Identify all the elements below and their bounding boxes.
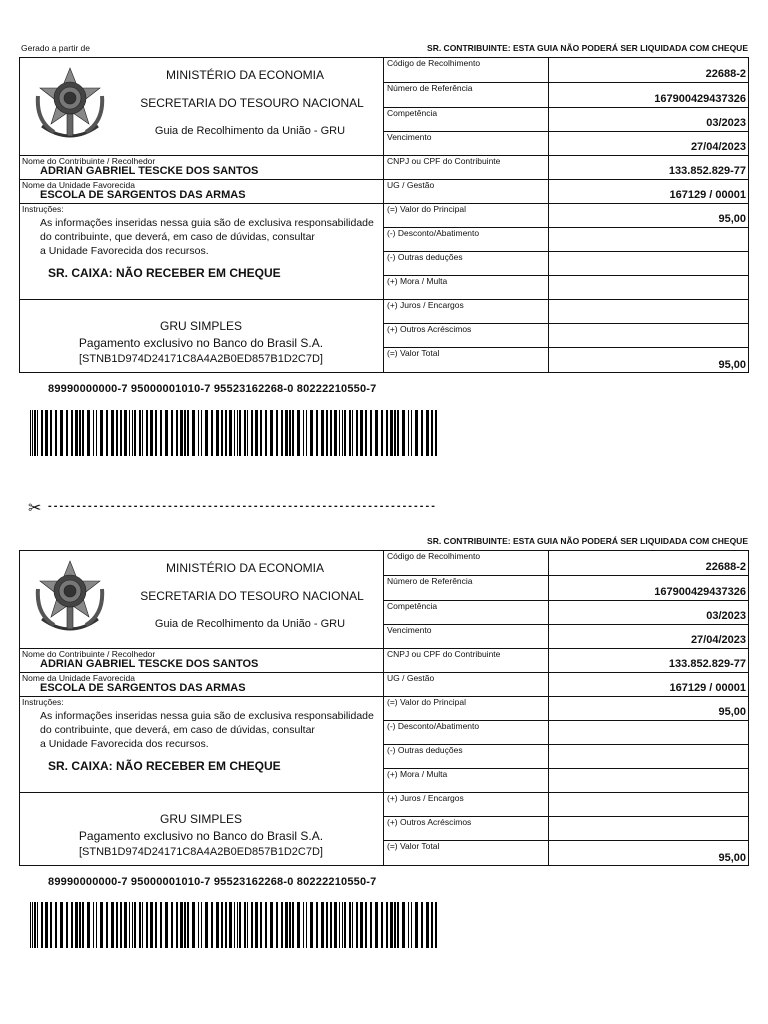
competencia-label-cell <box>383 107 548 131</box>
ug-value: 167129 / 00001 <box>669 682 746 694</box>
gru-copy-1 <box>0 0 768 440</box>
total-value: 95,00 <box>718 852 746 864</box>
codigo-label-cell <box>383 550 548 575</box>
mora-label: (+) Mora / Multa <box>387 769 448 779</box>
principal-label-cell <box>383 696 548 720</box>
gru-hash: [STNB1D974D24171C8A4A2B0ED857B1D2C7D] <box>79 846 323 858</box>
cpf-label-cell <box>383 648 548 672</box>
ministerio-title: MINISTÉRIO DA ECONOMIA <box>165 561 324 575</box>
scissors-icon: ✂ <box>28 500 42 517</box>
principal-value-cell <box>548 696 749 720</box>
vencimento-value-cell <box>548 131 749 155</box>
desconto-label-cell <box>383 227 548 251</box>
vencimento-label: Vencimento <box>387 625 432 635</box>
competencia-value: 03/2023 <box>706 610 746 622</box>
total-value-cell <box>548 840 749 866</box>
vencimento-label-cell <box>383 131 548 155</box>
linha-digitavel: 89990000000-7 95000001010-7 95523162268-0 80222210550-7 <box>48 876 377 888</box>
contribuinte-label: Nome do Contribuinte / Recolhedor <box>22 649 156 659</box>
referencia-label: Número de Referência <box>387 576 473 586</box>
cpf-value: 133.852.829-77 <box>668 658 746 670</box>
referencia-value-cell <box>548 575 749 600</box>
competencia-value: 03/2023 <box>706 117 746 129</box>
total-value-cell <box>548 347 749 373</box>
instrucoes-line3: a Unidade Favorecida dos recursos. <box>40 245 209 257</box>
referencia-value: 167900429437326 <box>654 586 746 598</box>
ug-value-cell <box>548 179 749 203</box>
acrescimos-label: (+) Outros Acréscimos <box>387 817 472 827</box>
principal-label: (=) Valor do Principal <box>387 697 466 707</box>
cpf-value-cell <box>548 648 749 672</box>
caixa-warning: SR. CAIXA: NÃO RECEBER EM CHEQUE <box>48 759 281 773</box>
outras-label-cell <box>383 251 548 275</box>
total-label: (=) Valor Total <box>387 348 440 358</box>
juros-label-cell <box>383 299 548 323</box>
desconto-label: (-) Desconto/Abatimento <box>387 721 480 731</box>
cpf-label-cell <box>383 155 548 179</box>
competencia-value-cell <box>548 107 749 131</box>
unidade-value: ESCOLA DE SARGENTOS DAS ARMAS <box>40 682 246 694</box>
principal-label-cell <box>383 203 548 227</box>
unidade-value: ESCOLA DE SARGENTOS DAS ARMAS <box>40 189 246 201</box>
instrucoes-line1: As informações inseridas nessa guia são de exclusiva responsabilidade <box>40 217 374 229</box>
competencia-label: Competência <box>387 108 438 118</box>
referencia-value: 167900429437326 <box>654 93 746 105</box>
codigo-value-cell <box>548 57 749 82</box>
unidade-label: Nome da Unidade Favorecida <box>22 180 135 190</box>
codigo-value: 22688-2 <box>705 68 746 80</box>
generated-from-note: Gerado a partir de <box>21 43 90 53</box>
cpf-label: CNPJ ou CPF do Contribuinte <box>387 649 501 659</box>
ug-label: UG / Gestão <box>387 180 435 190</box>
total-value: 95,00 <box>718 359 746 371</box>
contribuinte-value: ADRIAN GABRIEL TESCKE DOS SANTOS <box>40 165 259 177</box>
total-label-cell <box>383 840 548 866</box>
vencimento-value-cell <box>548 624 749 648</box>
acrescimos-label-cell <box>383 816 548 840</box>
ministerio-title: MINISTÉRIO DA ECONOMIA <box>165 68 324 82</box>
mora-label-cell <box>383 275 548 299</box>
cheque-warning: SR. CONTRIBUINTE: ESTA GUIA NÃO PODERÁ SER LIQUIDADA COM CHEQUE <box>427 43 748 53</box>
unidade-label: Nome da Unidade Favorecida <box>22 673 135 683</box>
competencia-label-cell <box>383 600 548 624</box>
caixa-warning: SR. CAIXA: NÃO RECEBER EM CHEQUE <box>48 266 281 280</box>
cpf-value: 133.852.829-77 <box>668 165 746 177</box>
instrucoes-line2: do contribuinte, que deverá, em caso de dúvidas, consultar <box>40 231 315 243</box>
gru-simples-title: GRU SIMPLES <box>159 319 243 333</box>
pagamento-text: Pagamento exclusivo no Banco do Brasil S.A. <box>78 829 324 843</box>
codigo-label-cell <box>383 57 548 82</box>
outras-label: (-) Outras deduções <box>387 745 463 755</box>
instrucoes-line2: do contribuinte, que deverá, em caso de dúvidas, consultar <box>40 724 315 736</box>
vencimento-value: 27/04/2023 <box>690 634 746 646</box>
competencia-value-cell <box>548 600 749 624</box>
codigo-label: Código de Recolhimento <box>387 58 481 68</box>
outras-label: (-) Outras deduções <box>387 252 463 262</box>
barcode <box>28 902 446 948</box>
juros-label: (+) Juros / Encargos <box>387 300 464 310</box>
ug-label-cell <box>383 672 548 696</box>
barcode <box>28 410 446 456</box>
referencia-label-cell <box>383 82 548 107</box>
acrescimos-label: (+) Outros Acréscimos <box>387 324 472 334</box>
codigo-value: 22688-2 <box>705 561 746 573</box>
secretaria-title: SECRETARIA DO TESOURO NACIONAL <box>140 589 364 603</box>
referencia-value-cell <box>548 82 749 107</box>
contribuinte-value: ADRIAN GABRIEL TESCKE DOS SANTOS <box>40 658 259 670</box>
outras-label-cell <box>383 744 548 768</box>
total-label-cell <box>383 347 548 373</box>
competencia-label: Competência <box>387 601 438 611</box>
vencimento-value: 27/04/2023 <box>690 141 746 153</box>
ug-value: 167129 / 00001 <box>669 189 746 201</box>
mora-label-cell <box>383 768 548 792</box>
codigo-label: Código de Recolhimento <box>387 551 481 561</box>
vencimento-label-cell <box>383 624 548 648</box>
cut-dashed-line: - - - - - - - - - - - - - - - - - - - - - - - - - - - - - - - - - - - - - - - - - - - - - - - - - - - - - - - - - - - - - - - - - - - - <box>48 500 435 512</box>
principal-value: 95,00 <box>718 706 746 718</box>
desconto-label: (-) Desconto/Abatimento <box>387 228 480 238</box>
brasil-coat-of-arms-icon <box>34 66 106 148</box>
cpf-label: CNPJ ou CPF do Contribuinte <box>387 156 501 166</box>
instrucoes-label: Instruções: <box>22 697 64 707</box>
brasil-coat-of-arms-icon <box>34 559 106 641</box>
gru-simples-title: GRU SIMPLES <box>159 812 243 826</box>
principal-label: (=) Valor do Principal <box>387 204 466 214</box>
gru-hash: [STNB1D974D24171C8A4A2B0ED857B1D2C7D] <box>79 353 323 365</box>
guia-subtitle: Guia de Recolhimento da União - GRU <box>154 618 346 630</box>
instrucoes-line1: As informações inseridas nessa guia são de exclusiva responsabilidade <box>40 710 374 722</box>
juros-label-cell <box>383 792 548 816</box>
ug-value-cell <box>548 672 749 696</box>
guia-subtitle: Guia de Recolhimento da União - GRU <box>154 125 346 137</box>
referencia-label: Número de Referência <box>387 83 473 93</box>
acrescimos-label-cell <box>383 323 548 347</box>
gru-copy-2 <box>0 493 768 933</box>
secretaria-title: SECRETARIA DO TESOURO NACIONAL <box>140 96 364 110</box>
principal-value: 95,00 <box>718 213 746 225</box>
mora-label: (+) Mora / Multa <box>387 276 448 286</box>
desconto-label-cell <box>383 720 548 744</box>
cpf-value-cell <box>548 155 749 179</box>
vencimento-label: Vencimento <box>387 132 432 142</box>
codigo-value-cell <box>548 550 749 575</box>
total-label: (=) Valor Total <box>387 841 440 851</box>
referencia-label-cell <box>383 575 548 600</box>
ug-label: UG / Gestão <box>387 673 435 683</box>
pagamento-text: Pagamento exclusivo no Banco do Brasil S.A. <box>78 336 324 350</box>
ug-label-cell <box>383 179 548 203</box>
instrucoes-line3: a Unidade Favorecida dos recursos. <box>40 738 209 750</box>
juros-label: (+) Juros / Encargos <box>387 793 464 803</box>
cheque-warning: SR. CONTRIBUINTE: ESTA GUIA NÃO PODERÁ SER LIQUIDADA COM CHEQUE <box>427 536 748 546</box>
linha-digitavel: 89990000000-7 95000001010-7 95523162268-0 80222210550-7 <box>48 383 377 395</box>
principal-value-cell <box>548 203 749 227</box>
instrucoes-label: Instruções: <box>22 204 64 214</box>
contribuinte-label: Nome do Contribuinte / Recolhedor <box>22 156 156 166</box>
